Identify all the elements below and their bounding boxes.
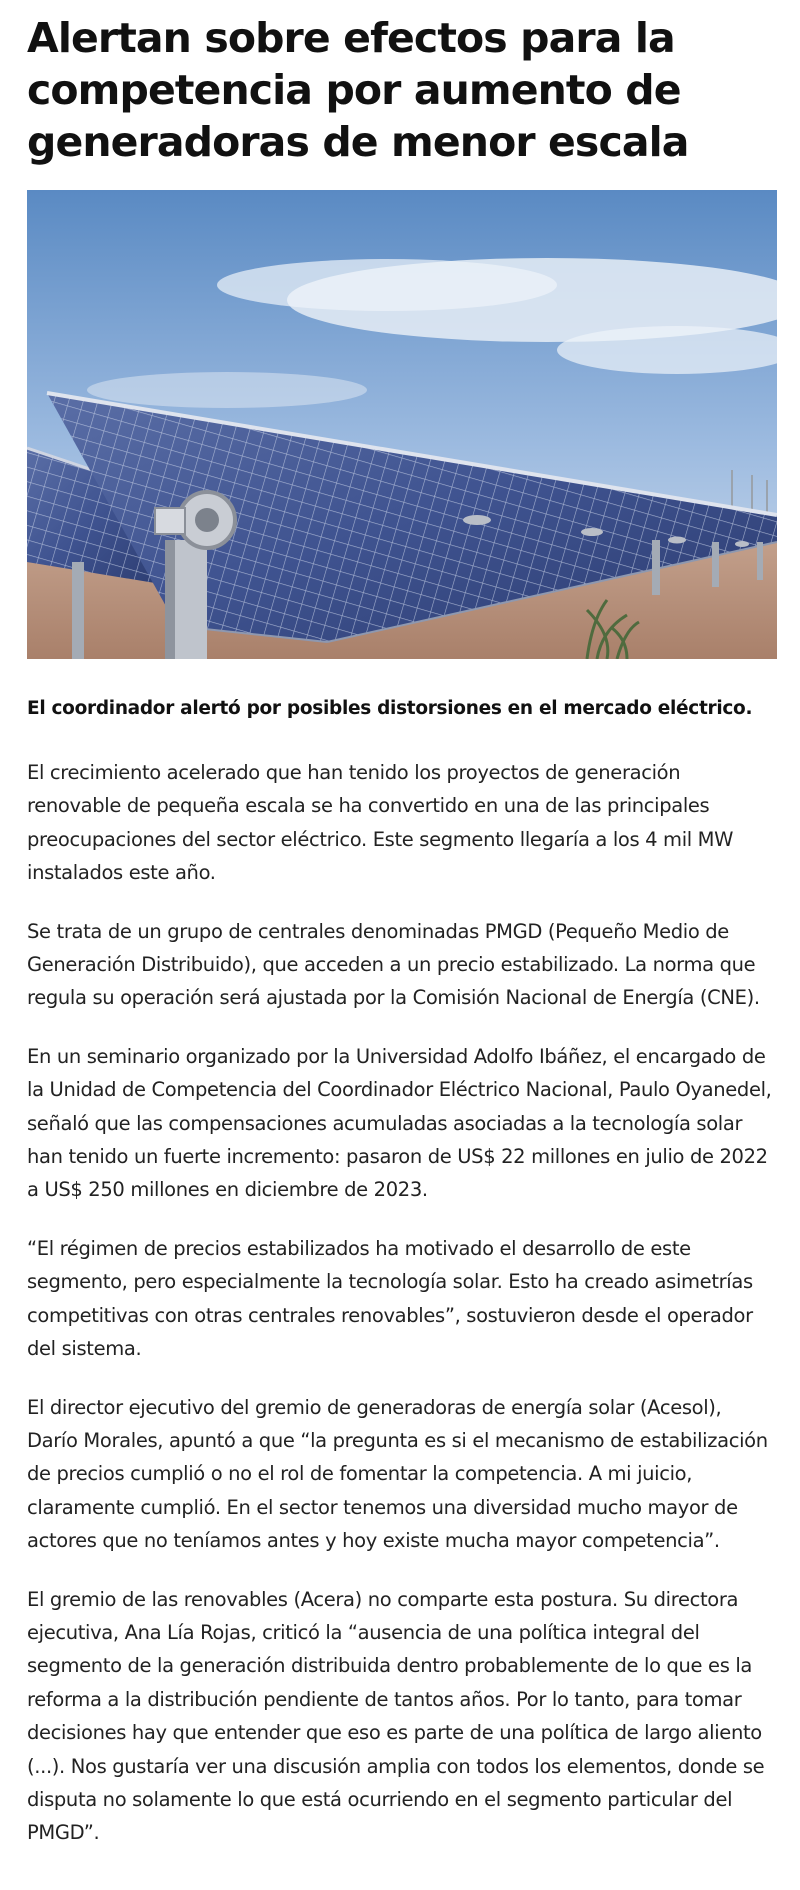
news-article [27, 0, 777, 1875]
solar-panels-photo-icon [27, 190, 777, 659]
article-paragraph: El gremio de las renovables (Acera) no comparte esta postura. Su directora ejecutiva, Ana Lía Rojas, criticó la “ausencia de una política integral del segmento de la generación distribuida dentro probablemente de lo que es la reforma a la distribución pendiente de tantos años. Por lo tanto, para tomar decisiones hay que entender que eso es parte de una política de largo aliento (...). Nos gustaría ver una discusión amplia con todos los elementos, donde se disputa no solamente lo que está ocurriendo en el segmento particular del PMGD”. [27, 1587, 765, 1845]
article-paragraph: Se trata de un grupo de centrales denominadas PMGD (Pequeño Medio de Generación Distribuido), que acceden a un precio estabilizado. La norma que regula su operación será ajustada por la Comisión Nacional de Energía (CNE). [27, 919, 760, 1010]
article-paragraph: “El régimen de precios estabilizados ha motivado el desarrollo de este segmento, pero especialmente la tecnología solar. Esto ha creado asimetrías competitivas con otras centrales renovables”, sostuvieron desde el operador del sistema. [27, 1236, 753, 1361]
article-paragraph: El director ejecutivo del gremio de generadoras de energía solar (Acesol), Darío Morales, apuntó a que “la pregunta es si el mecanismo de estabilización de precios cumplió o no el rol de fomentar la competencia. A mi juicio, claramente cumplió. En el sector tenemos una diversidad mucho mayor de actores que no teníamos antes y hoy existe mucha mayor competencia”. [27, 1395, 768, 1553]
article-paragraph: En un seminario organizado por la Universidad Adolfo Ibáñez, el encargado de la Unidad de Competencia del Coordinador Eléctrico Nacional, Paulo Oyanedel, señaló que las compensaciones acumuladas asociadas a la tecnología solar han tenido un fuerte incremento: pasaron de US$ 22 millones en julio de 2022 a US$ 250 millones en diciembre de 2023. [27, 1044, 772, 1202]
article-lead: El coordinador alertó por posibles distorsiones en el mercado eléctrico. [27, 698, 753, 719]
article-body [27, 756, 777, 1850]
article-headline: Alertan sobre efectos para la competencia por aumento de generadoras de menor escala [27, 14, 689, 166]
article-paragraph: El crecimiento acelerado que han tenido los proyectos de generación renovable de pequeña escala se ha convertido en una de las principales preocupaciones del sector eléctrico. Este segmento llegaría a los 4 mil MW instalados este año. [27, 761, 734, 885]
hero-image [27, 190, 777, 659]
